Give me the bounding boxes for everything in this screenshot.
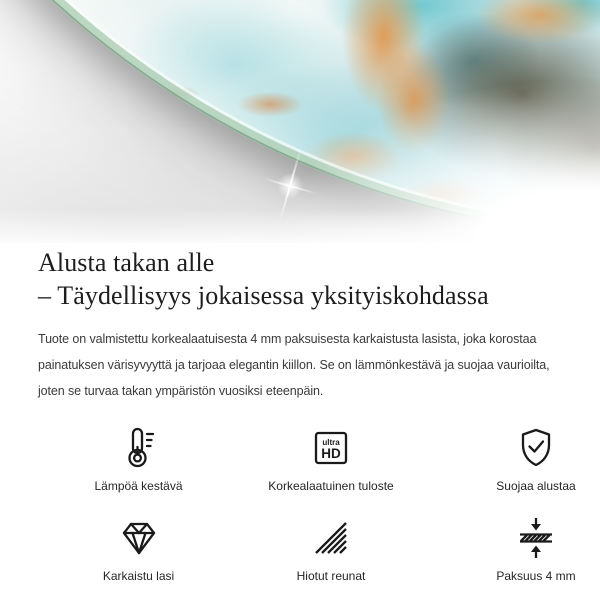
feature-label: Korkealaatuinen tuloste	[268, 479, 394, 493]
page-title-line1: Alusta takan alle	[38, 248, 215, 277]
feature-item	[496, 425, 575, 493]
feature-item	[297, 515, 366, 583]
shield-check-icon	[513, 425, 559, 471]
thickness-icon	[513, 515, 559, 561]
glass-plate-image	[0, 0, 600, 238]
feature-label: Suojaa alustaa	[496, 479, 576, 493]
feature-item	[94, 425, 182, 493]
svg-text:HD: HD	[321, 446, 341, 461]
diamond-icon	[116, 515, 162, 561]
features-grid	[46, 425, 576, 583]
thermometer-icon	[116, 425, 162, 471]
feature-label: Hiotut reunat	[296, 569, 366, 583]
ultra-hd-icon	[308, 425, 354, 471]
feature-label: Paksuus 4 mm	[496, 569, 576, 583]
feature-item	[496, 515, 575, 583]
product-description-text: Tuote on valmistettu korkealaatuisesta 4 mm paksuisesta karkaistusta lasista, joka korostaa painatuksen värisyvyyttä ja tarjoaa elegantin kiillon. Se on lämmönkestävä ja suojaa vaurioilta, joten se turvaa takan ympäristön vuosiksi eteenpäin.	[38, 332, 550, 398]
feature-label: Karkaistu lasi	[102, 569, 175, 583]
marble-print	[0, 0, 600, 238]
page-title-line2: – Täydellisyys jokaisessa yksityiskohdassa	[38, 281, 489, 310]
feature-item	[268, 425, 393, 493]
page-title	[38, 246, 562, 312]
feature-label: Lämpöä kestävä	[94, 479, 183, 493]
feature-item	[103, 515, 174, 583]
product-description-section	[0, 246, 600, 583]
svg-text:ultra: ultra	[322, 438, 340, 447]
polished-edge-icon	[308, 515, 354, 561]
product-hero-image	[0, 0, 600, 243]
